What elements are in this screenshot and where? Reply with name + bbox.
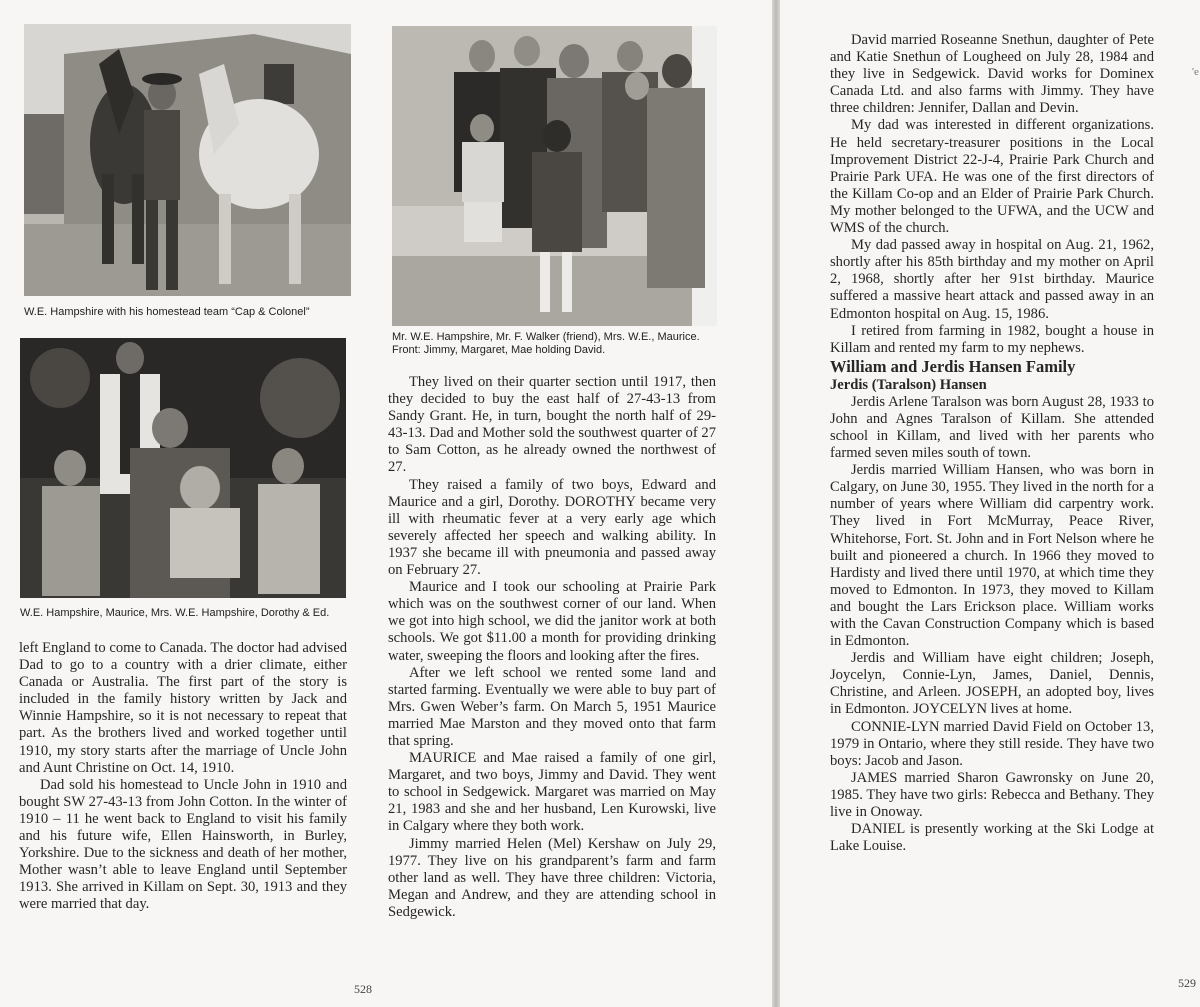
section-subheading: Jerdis (Taralson) Hansen xyxy=(830,376,987,393)
book-gutter xyxy=(772,0,780,1007)
paragraph: Jerdis married William Hansen, who was born in Calgary, on June 30, 1955. They lived in the north for a number of years where William did carpentry work. They lived in Fort McMurray, Peace River, Whitehorse, Fort. St. John and in Fort Nelson where he built and pioneered a church. In 1966 they moved to Hardisty and lived there until 1970, at which time they moved to Edmonton. In 1973, they moved to Killam and bought the Lars Erickson place. William works with the Cavan Construction Company which is based in Edmonton. xyxy=(830,462,1154,650)
paragraph: MAURICE and Mae raised a family of one girl, Margaret, and two boys, Jimmy and David. They went to school in Sedgewick. Margaret was married on May 21, 1983 and she and her husband, Len Kurowski, live in Calgary where they both work. xyxy=(388,750,716,835)
paragraph: Jimmy married Helen (Mel) Kershaw on July 29, 1977. They live on his grandparent’s farm and farm other land as well. They have three children: Victoria, Megan and Andrew, and they are attending school in Sedgewick. xyxy=(388,835,716,920)
paragraph: They raised a family of two boys, Edward and Maurice and a girl, Dorothy. DOROTHY became very ill with rheumatic fever at a very early age which severely affected her speech and walking ability. In 1937 she became ill with pneumonia and passed away on February 27. xyxy=(388,476,716,579)
text-column xyxy=(830,32,1154,855)
text-column-right xyxy=(388,374,716,921)
paragraph: After we left school we rented some land and started farming. Eventually we were able to buy part of Mrs. Gwen Weber’s farm. On March 5, 1951 Maurice married Mae Marston and they moved onto that farm that spring. xyxy=(388,664,716,749)
paragraph: DANIEL is presently working at the Ski Lodge at Lake Louise. xyxy=(830,821,1154,855)
paragraph: Dad sold his homestead to Uncle John in 1910 and bought SW 27-43-13 from John Cotton. In the winter of 1910 – 11 he went back to England to visit his family and his future wife, Ellen Hainsworth, in Burley, Yorkshire. Due to the sickness and death of her mother, Mother wasn’t able to leave England until September 1913. She arrived in Killam on Sept. 30, 1913 and they were married that day. xyxy=(19,776,347,913)
photo-family-portrait xyxy=(20,338,346,598)
paragraph: I retired from farming in 1982, bought a house in Killam and rented my farm to my nephews. xyxy=(830,322,1154,356)
paragraph: My dad was interested in different organizations. He held secretary-treasurer positions in the Local Improvement District 22-J-4, Prairie Park Church and Prairie Park UFA. He was one of the first directors of the Killam Co-op and an Elder of Prairie Park Church. My mother belonged to the UFWA, and the UCW and WMS of the church. xyxy=(830,117,1154,237)
section-heading: William and Jerdis Hansen Family xyxy=(830,356,1076,376)
paragraph: JAMES married Sharon Gawronsky on June 20, 1985. They have two girls: Rebecca and Bethany. They live in Onoway. xyxy=(830,769,1154,821)
right-page xyxy=(780,0,1200,1007)
photo-caption: W.E. Hampshire with his homestead team “Cap & Colonel” xyxy=(24,306,310,318)
paragraph: Maurice and I took our schooling at Prairie Park which was on the southwest corner of our land. When we got into high school, we did the janitor work at both schools. We got $11.00 a month for providing drinking water, sweeping the floors and looking after the fires. xyxy=(388,579,716,664)
paragraph: David married Roseanne Snethun, daughter of Pete and Katie Snethun of Lougheed on July 28, 1984 and they live in Sedgewick. David works for Dominex Canada Ltd. and also farms with Jimmy. They have three children: Jennifer, Dallan and Devin. xyxy=(830,32,1154,117)
text-column-left xyxy=(19,640,347,914)
photo-family-group xyxy=(392,26,717,326)
next-page-edge-text: 'e xyxy=(1192,66,1199,78)
photo-caption: Mr. W.E. Hampshire, Mr. F. Walker (friend), Mrs. W.E., Maurice. Front: Jimmy, Margaret, Mae holding David. xyxy=(392,331,700,356)
page-number: 529 xyxy=(1178,976,1196,990)
paragraph: CONNIE-LYN married David Field on October 13, 1979 in Ontario, where they still reside. They have two boys: Jacob and Jason. xyxy=(830,718,1154,769)
photo-caption: W.E. Hampshire, Maurice, Mrs. W.E. Hampshire, Dorothy & Ed. xyxy=(20,607,330,619)
photo-homestead-team xyxy=(24,24,351,296)
paragraph: They lived on their quarter section until 1917, then they decided to buy the east half of 27-43-13 from Sandy Grant. He, in turn, bought the north half of 29-43-13. Dad and Mother sold the southwest quarter of 27 to Sam Cotton, as he already owned the northwest of 27. xyxy=(388,374,716,476)
page-number: 528 xyxy=(354,982,372,996)
paragraph: My dad passed away in hospital on Aug. 21, 1962, shortly after his 85th birthday and my mother on April 2, 1968, shortly after her 91st birthday. Maurice suffered a massive heart attack and passed away in an Edmonton hospital on Aug. 15, 1986. xyxy=(830,237,1154,322)
paragraph: Jerdis Arlene Taralson was born August 28, 1933 to John and Agnes Taralson of Killam. She attended school in Killam, and lived with her parents who farmed seven miles south of town. xyxy=(830,393,1154,462)
paragraph: Jerdis and William have eight children; Joseph, Joycelyn, Connie-Lyn, James, Daniel, Dennis, Christine, and Arleen. JOSEPH, an adopted boy, lives in Edmonton. JOYCELYN lives at home. xyxy=(830,650,1154,718)
paragraph: left England to come to Canada. The doctor had advised Dad to go to a country with a drier climate, either Canada or Australia. The first part of the story is included in the family history written by Jack and Winnie Hampshire, so it is not necessary to repeat that part. As the brothers lived and worked together until 1910, my story starts after the marriage of Uncle John and Aunt Christine on Oct. 14, 1910. xyxy=(19,640,347,776)
